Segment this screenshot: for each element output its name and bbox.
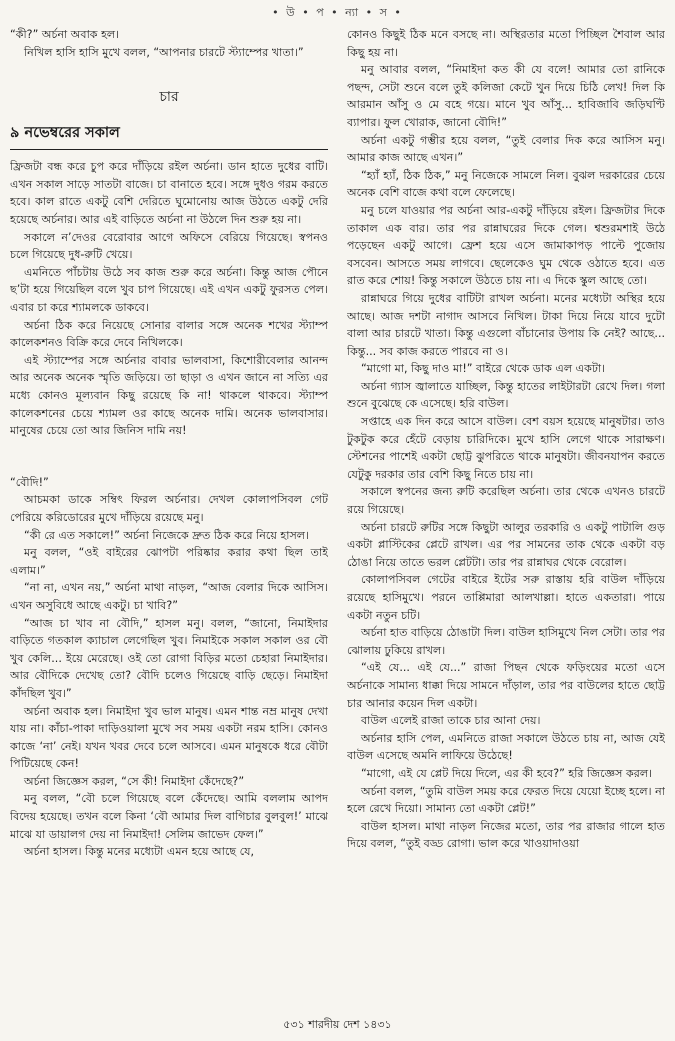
paragraph: মনু আবার বলল, “নিমাইদা কত কী যে বলে! আমার তো রানিকে পছন্দ, সেটা শুনে বলে তুই কলিজা কেটে খুন দিয়ে চিঠি লেখ! দিল কি আরমান আঁসু ও মে বহে গয়ে। মানে খুব আঁসু... হাবিজাবি জড়িঘণ্টি ব্যাপার। ফুল খোরাক, জানো বৌদি!”	[347, 63, 665, 129]
left-column	[10, 26, 328, 992]
subtitle-rule	[10, 149, 328, 151]
paragraph: অর্চনা হাসল। কিন্তু মনের মধ্যেটা এমন হয়ে আছে যে,	[24, 845, 255, 859]
paragraph: “না না, এখন নয়,” অর্চনা মাথা নাড়ল, “আজ বেলার দিকে আসিস। এখন অসুবিধে আছে একটু। চা খাবি?”	[10, 581, 328, 612]
right-column	[347, 26, 665, 992]
paragraph: “মাগো, এই যে প্লেট দিয়ে দিলে, এর কী হবে?” হরি জিজ্ঞেস করল।	[361, 766, 653, 780]
paragraph: বাউল এলেই রাজা তাকে চার আনা দেয়।	[361, 714, 541, 728]
chapter-title: চার	[159, 89, 179, 106]
paragraph: নিখিল হাসি হাসি মুখে বলল, “আপনার চারটে স্ট্যাম্পের খাতা।”	[24, 45, 304, 59]
paragraph: ফ্রিজটা বন্ধ করে চুপ করে দাঁড়িয়ে রইল অর্চনা। ডান হাতে দুধের বাটি। এখন সকাল সাড়ে সাতটা বাজে। চা বানাতে হবে। সঙ্গে দুধও গরম করতে হবে। কাল রাতে একটু বেশি দেরিতে ঘুমোনোয় আজ উঠতে একটু দেরি হয়েছে অর্চনার। আর এই বাড়িতে অর্চনা না উঠলে দিন শুরু হয় না।	[10, 160, 328, 227]
paragraph: অর্চনার হাসি পেল, এমনিতে রাজা সকালে উঠতে চায় না, আজ যেই বাউল এসেছে অমনি লাফিয়ে উঠেছে!	[347, 731, 665, 763]
paragraph: বাউল হাসল। মাথা নাড়ল নিজের মতো, তার পর রাজার গালে হাত দিয়ে বলল, “তুই বড্ড রোগা। ভাল করে খাওয়াদাওয়া	[347, 819, 665, 851]
paragraph: এই স্ট্যাম্পের সঙ্গে অর্চনার বাবার ভালবাসা, কিশোরীবেলার আনন্দ আর অনেক অনেক স্মৃতি জড়িয়ে। তা ছাড়া ও এখন জানে না সত্যি এর মধ্যে কোনও মূল্যবান কিছু রয়েছে কি না! থাকলে থাকবে। স্ট্যাম্প কালেকশনের চেয়ে শ্যামল ওর কাছে অনেক দামি। অনেক ভালবাসার। মানুষের চেয়ে তো আর জিনিস দামি নয়!	[10, 353, 328, 438]
paragraph: এমনিতে পাঁচটায় উঠে সব কাজ শুরু করে অর্চনা। কিন্তু আজ পৌনে ছ’টা হয়ে গিয়েছিল বলে খুব চাপ গিয়েছে। এই এখন একটু ফুরসত পেল। এবার চা করে শ্যামলকে ডাকবে।	[10, 265, 328, 315]
paragraph: সকালে স্বপনের জন্য রুটি করেছিল অর্চনা। তার থেকে এখনও চারটে রয়ে গিয়েছে।	[347, 485, 665, 517]
paragraph: “হ্যাঁ হ্যাঁ, ঠিক ঠিক,” মনু নিজেকে সামলে নিল। বুঝল দরকারের চেয়ে অনেক বেশি বাজে কথা বলে ফেলেছে।	[347, 168, 665, 200]
paragraph: অর্চনা হাত বাড়িয়ে ঠোঙাটা দিল। বাউল হাসিমুখে নিল সেটা। তার পর ঝোলায় ঢুকিয়ে রাখল।	[347, 626, 665, 657]
paragraph: “আজ চা খাব না বৌদি,” হাসল মনু। বলল, “জানো, নিমাইদার বাড়িতে গতকাল ক্যাচাল লেগেছিল খুব। নিমাইকে সকাল সকাল ওর বৌ খুব কেলি... ইয়ে মেরেছে। ওই তো রোগা বিড়ির মতো চেহারা নিমাইদার। আর বৌদিকে দেখেছ তো? বৌদি চলেও গিয়েছে বাড়ি ছেড়ে। নিমাইদা কাঁদছিল খুব।”	[10, 616, 328, 700]
paragraph: অর্চনা একটু গম্ভীর হয়ে বলল, “তুই বেলার দিক করে আসিস মনু। আমার কাজ আছে এখন।”	[347, 133, 665, 165]
paragraph: মনু চলে যাওয়ার পর অর্চনা আর-একটু দাঁড়িয়ে রইল। ফ্রিজটার দিকে তাকাল এক বার। তার পর রান্নাঘরের দিকে গেল। শ্বশুরমশাই উঠে পড়েছেন একটু আগে। ফ্রেশ হয়ে এসে জামাকাপড় পাল্টে পুজোয় বসবেন। আসতে সময় লাগবে। ছেলেকেও ঘুম থেকে ওঠাতে হবে। এত রাত করে শোয়! কিন্তু সকালে উঠতে চায় না। এ দিকে স্কুল আছে তো।	[347, 203, 665, 288]
paragraph: কোনও কিছুই ঠিক মনে বসছে না। অস্থিরতার মতো পিচ্ছিল শৈবাল আর কিছু হয় না।	[347, 28, 665, 59]
paragraph: “মাগো মা, কিছু দাও মা!” বাইরে থেকে ডাক এল একটা।	[361, 362, 606, 376]
paragraph: অর্চনা অবাক হল। নিমাইদা খুব ভাল মানুষ। এমন শান্ত নম্র মানুষ দেখা যায় না। কাঁচা-পাকা দাড়িওয়ালা মুখে সব সময় একটা নরম হাসি। কোনও কাজে ‘না’ নেই। যখন খবর দেবে চলে আসবে। এমন মানুষকে ধরে বৌটা পিটিয়েছে কেন!	[10, 704, 328, 771]
paragraph: মনু বলল, “বৌ চলে গিয়েছে বলে কেঁদেছে। আমি বললাম আপদ বিদেয় হয়েছে। তখন বলে কিনা ‘বৌ আমার দিল বাগিচার বুলবুল!’ মাঝে মাঝে যা ডায়ালগ দেয় না নিমাইদা! সেলিম জাভেদ ফেল।”	[10, 792, 328, 841]
page-header: • উ • প • ন্যা • স •	[272, 6, 403, 19]
paragraph: রান্নাঘরে গিয়ে দুধের বাটিটা রাখল অর্চনা। মনের মধ্যেটা অস্থির হয়ে আছে। আজ দশটা নাগাদ আসবে নিখিল। টাকা দিয়ে নিয়ে যাবে দুটো বালা আর চারটে খাতা। কিন্তু এগুলো বাঁচানোর উপায় কি নেই? আছে... কিন্তু... সব কাজ করতে পারবে না ও।	[347, 291, 665, 358]
section-gap	[10, 440, 328, 474]
paragraph: অর্চনা ঠিক করে নিয়েছে সোনার বালার সঙ্গে অনেক শখের স্ট্যাম্প কালেকশনও বিক্রি করে দেবে নিখিলকে।	[10, 318, 328, 350]
page-footer: ৫৩১ শারদীয় দেশ ১৪৩১	[283, 1018, 392, 1031]
paragraph: কোলাপসিবল গেটের বাইরে ইটের সরু রাস্তায় হরি বাউল দাঁড়িয়ে রয়েছে হাসিমুখে। পরনে তাপ্পিমারা আলখাল্লা। হাতে একতারা। পায়ে একটা নতুন চটি।	[347, 573, 665, 622]
paragraph: মনু বলল, “ওই বাইরের ঝোপটা পরিষ্কার করার কথা ছিল তাই এলাম।”	[10, 546, 328, 577]
paragraph: অর্চনা চারটে রুটির সঙ্গে কিছুটা আলুর তরকারি ও একটু পাটালি গুড় একটা প্লাস্টিকের প্লেটে রাখল। এর পর সামনের তাক থেকে একটা বড় ঠোঙা নিয়ে তাতে ভরল প্লেটটা। তার পর রান্নাঘর থেকে বেরোল।	[347, 520, 665, 569]
paragraph: অর্চনা জিজ্ঞেস করল, “সে কী! নিমাইদা কেঁদেছে?”	[24, 774, 245, 788]
paragraph: সকালে ন’দেওর বেরোবার আগে অফিসে বেরিয়ে গিয়েছে। স্বপনও চলে গিয়েছে দুধ-রুটি খেয়ে।	[10, 230, 328, 262]
paragraph: “কী রে এত সকালে!” অর্চনা নিজেকে দ্রুত ঠিক করে নিয়ে হাসল।	[24, 528, 310, 542]
section-subtitle: ৯ নভেম্বরের সকাল	[10, 124, 120, 141]
paragraph: “বৌদি!”	[10, 475, 49, 489]
paragraph: “এই যে... এই যে...” রাজা পিছন থেকে ফড়িংয়ের মতো এসে অর্চনাকে সামান্য ধাক্কা দিয়ে সামনে দাঁড়াল, তার পর বাউলের হাতে ছোট্ট চার আনার কয়েন দিল একটা।	[347, 661, 665, 710]
paragraph: অর্চনা গ্যাস জ্বালাতে যাচ্ছিল, কিন্তু হাতের লাইটারটা রেখে দিল। গলা শুনে বুঝেছে কে এসেছে। হরি বাউল।	[347, 379, 665, 411]
paragraph: অর্চনা বলল, “তুমি বাউল সময় করে ফেরত দিয়ে যেয়ো ইচ্ছে হলে। না হলে রেখে দিয়ো। সামান্য তো একটা প্লেট!”	[347, 784, 665, 816]
paragraph: “কী?” অর্চনা অবাক হল।	[10, 28, 120, 41]
paragraph: আচমকা ডাকে সম্বিৎ ফিরল অর্চনার। দেখল কোলাপসিবল গেট পেরিয়ে করিডোরের মুখে দাঁড়িয়ে রয়েছে মনু।	[10, 493, 328, 524]
paragraph: সপ্তাহে এক দিন করে আসে বাউল। বেশ বয়স হয়েছে মানুষটার। তাও টুকটুক করে হেঁটে বেড়ায় চারিদিকে। মুখে হাসি লেগে থাকে সারাক্ষণ। স্টেশনের পাশেই একটা ছোট্ট ঝুপরিতে থাকে মানুষটা। জীবনযাপন করতে যেটুকু দরকার তার বেশি কিছু নিতে চায় না।	[347, 415, 665, 481]
